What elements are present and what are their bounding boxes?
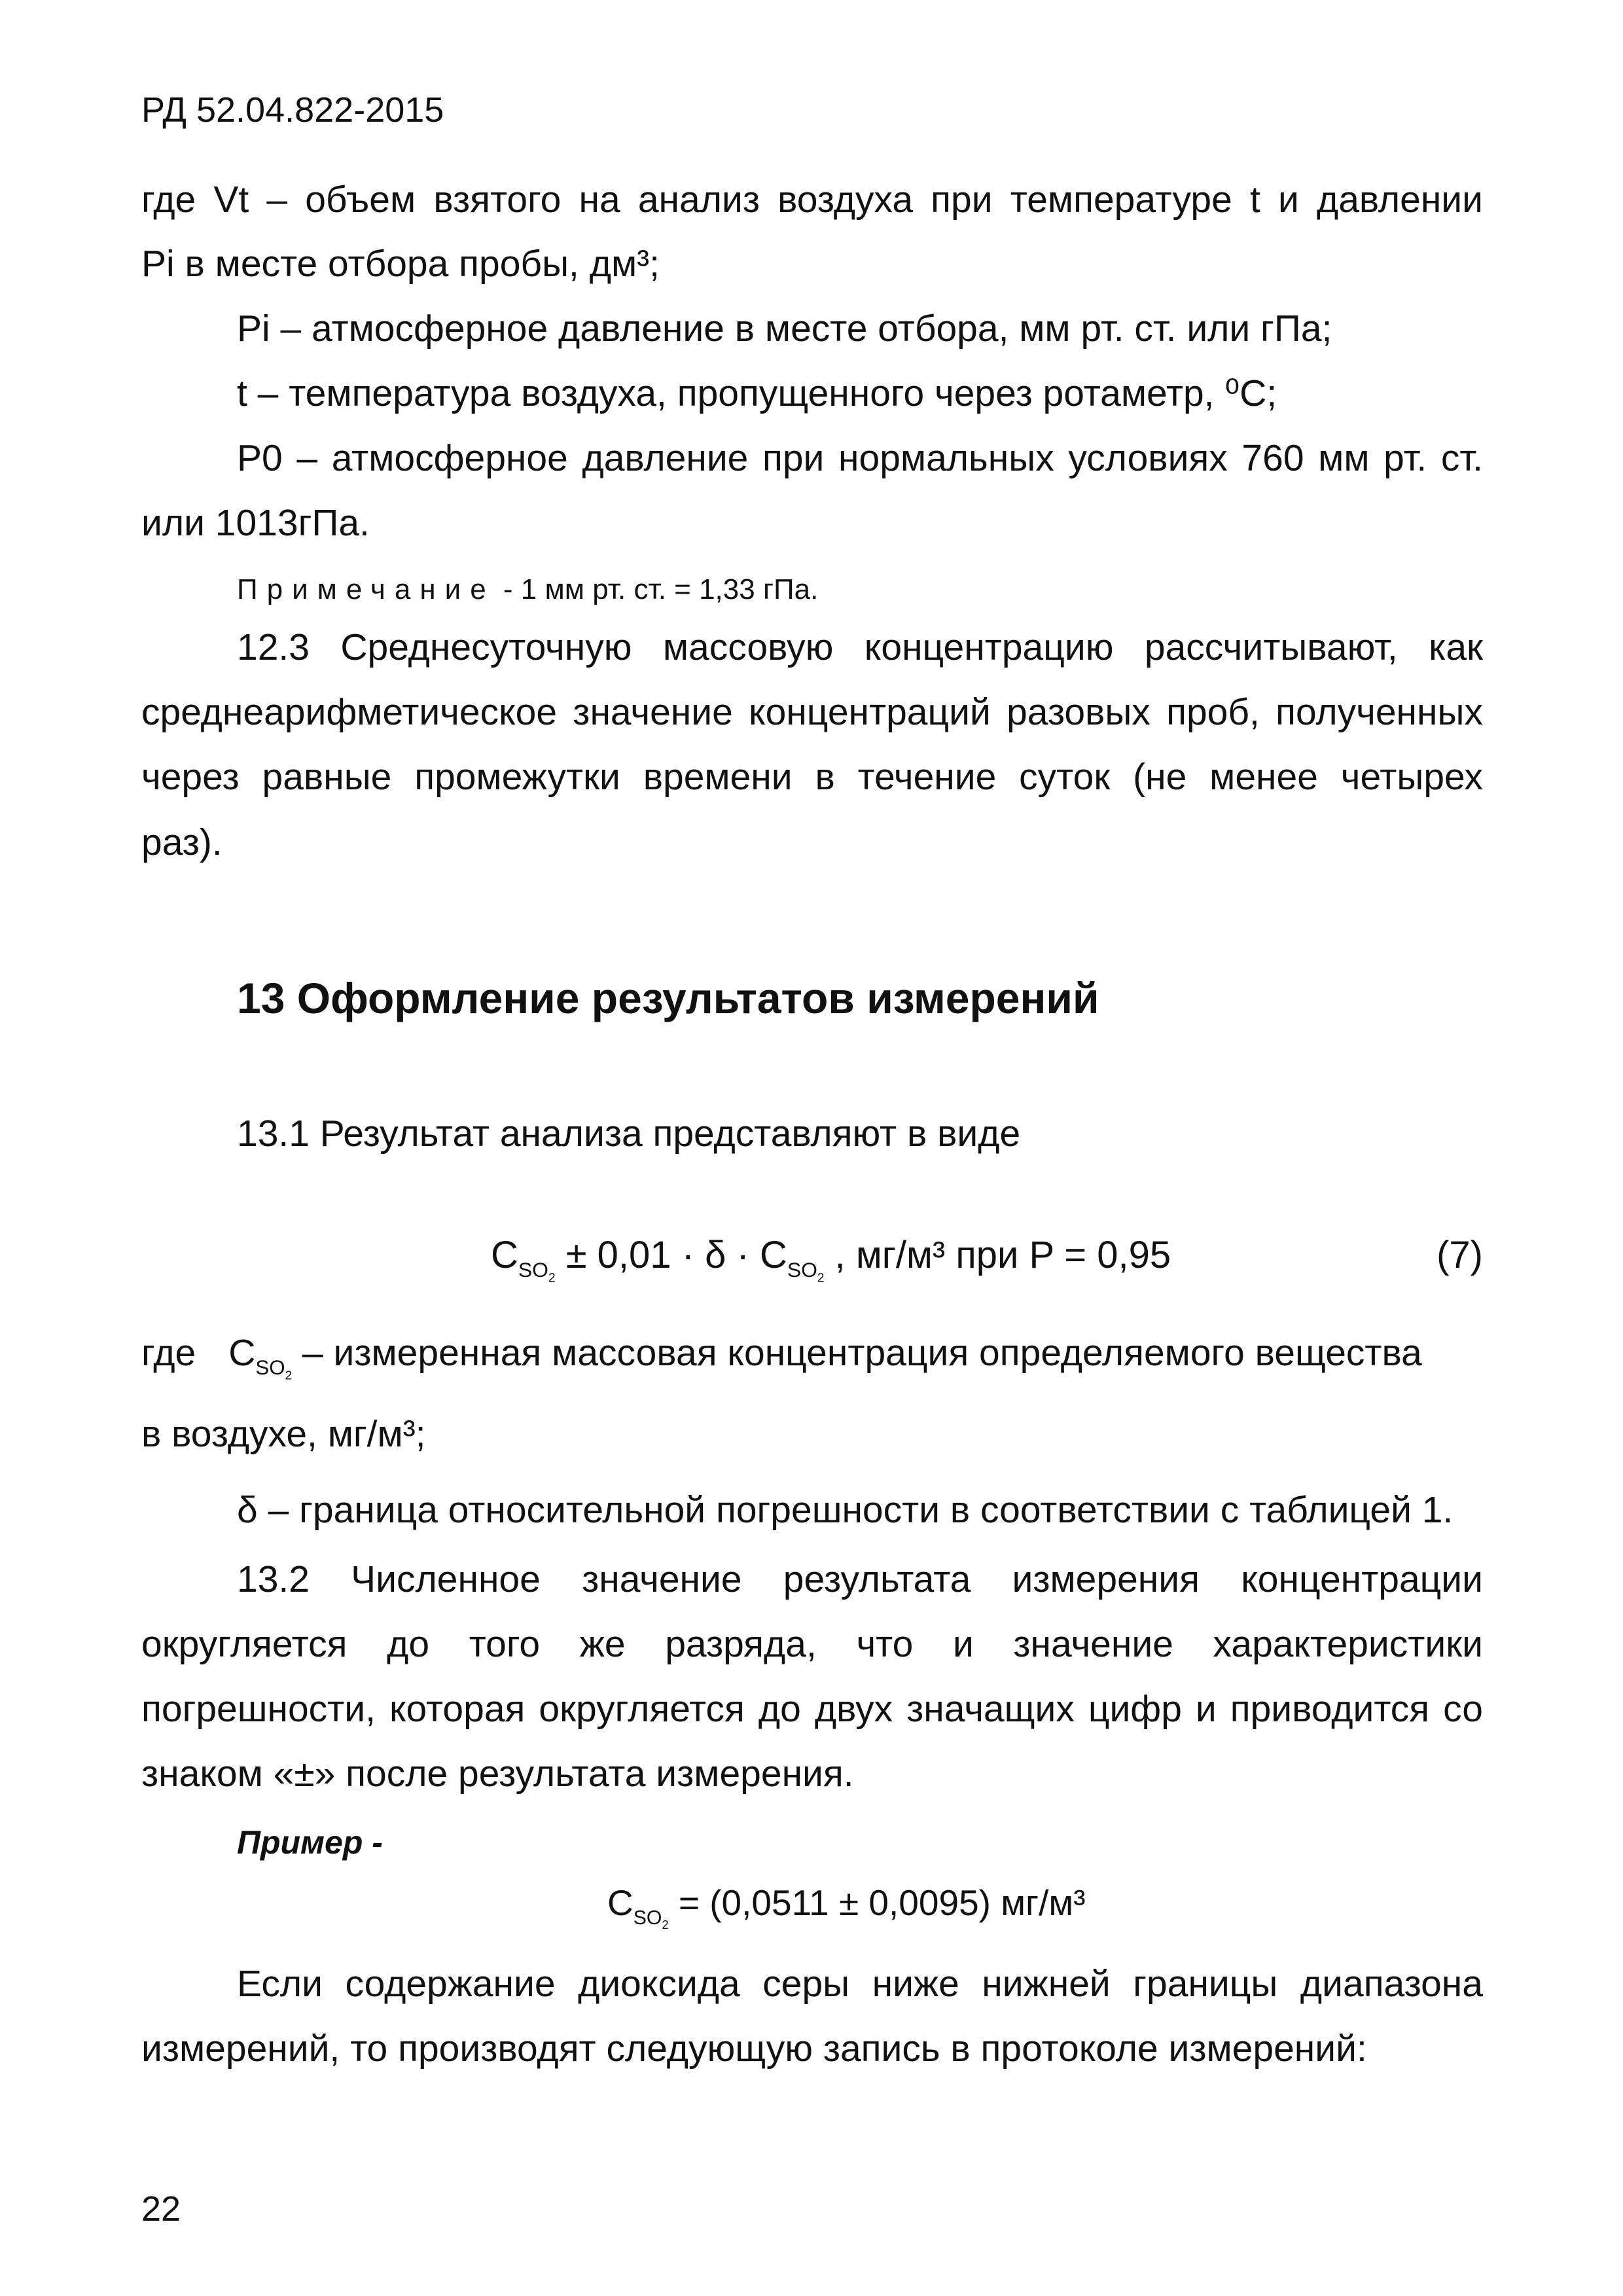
note-text: - 1 мм рт. ст. = 1,33 гПа. (495, 573, 819, 605)
formula-subscript-2: 2 (548, 1271, 556, 1285)
example-subscript-2: 2 (662, 1918, 669, 1931)
note (237, 567, 1483, 613)
definition-delta: δ – граница относительной погрешности в соответствии с таблицей 1. (237, 1489, 1454, 1531)
example-subscript-so: SO (633, 1907, 662, 1929)
paragraph-13-2-line1: 13.2 Численное значение результата измерения концентрации (237, 1558, 1483, 1600)
formula-subscript-so: SO (518, 1258, 548, 1282)
definition-subscript-so: SO (255, 1356, 285, 1380)
paragraph-12-3-line2: среднеарифметическое значение концентраций разовых проб, полученных (141, 691, 1483, 733)
definition-pi: Pi – атмосферное давление в месте отбора, мм рт. ст. или гПа; (237, 308, 1332, 350)
definition-subscript-2: 2 (285, 1368, 293, 1382)
definition-cso2-text: – измеренная массовая концентрация определяемого вещества (292, 1332, 1422, 1374)
page-number: 22 (141, 2189, 181, 2229)
definition-cso2-line1 (141, 1330, 1483, 1391)
formula-symbol-c: C (491, 1234, 518, 1276)
section-title: 13 Оформление результатов измерений (237, 974, 1099, 1022)
example-formula-value: = (0,0511 ± 0,0095) мг/м³ (668, 1882, 1086, 1923)
formula-number: (7) (1436, 1234, 1483, 1276)
document-header: РД 52.04.822-2015 (141, 90, 444, 130)
paragraph-13-1: 13.1 Результат анализа представляют в виде (237, 1113, 1021, 1155)
definition-vt-line1: где Vt – объем взятого на анализ воздуха при температуре t и давлении (141, 179, 1483, 221)
formula-7 (491, 1232, 1171, 1293)
example-label: Пример - (237, 1824, 383, 1861)
definition-t: t – температура воздуха, пропущенного через ротаметр, ⁰С; (237, 372, 1277, 414)
formula-subscript-so-2: SO (787, 1258, 817, 1282)
paragraph-13-2-line2: округляется до того же разряда, что и значение характеристики (141, 1623, 1483, 1665)
definition-p0-line1: P0 – атмосферное давление при нормальных условиях 760 мм рт. ст. (237, 437, 1483, 479)
example-symbol-c: C (607, 1882, 633, 1923)
formula-middle: ± 0,01 · δ · (555, 1234, 760, 1276)
note-label: Примечание (237, 573, 495, 605)
definition-p0-line2: или 1013гПа. (141, 502, 370, 544)
example-formula (607, 1880, 1086, 1941)
definition-where: где (141, 1332, 196, 1374)
definition-vt-line2: Pi в месте отбора пробы, дм³; (141, 243, 660, 285)
formula-tail: , мг/м³ при P = 0,95 (824, 1234, 1171, 1276)
paragraph-13-2-line4: знаком «±» после результата измерения. (141, 1753, 854, 1795)
paragraph-13-2-line3: погрешности, которая округляется до двух значащих цифр и приводится со (141, 1688, 1483, 1730)
paragraph-12-3-line1: 12.3 Среднесуточную массовую концентрацию рассчитывают, как (237, 626, 1483, 668)
formula-subscript-2-2: 2 (817, 1271, 825, 1285)
paragraph-12-3-line4: раз). (141, 821, 223, 863)
definition-symbol-c: C (228, 1332, 256, 1374)
definition-cso2-line2: в воздухе, мг/м³; (141, 1413, 426, 1455)
paragraph-last-line2: измерений, то производят следующую запись в протоколе измерений: (141, 2028, 1367, 2070)
paragraph-12-3-line3: через равные промежутки времени в течение суток (не менее четырех (141, 756, 1483, 798)
paragraph-last-line1: Если содержание диоксида серы ниже нижней границы диапазона (237, 1963, 1483, 2005)
formula-symbol-c-2: C (759, 1234, 787, 1276)
